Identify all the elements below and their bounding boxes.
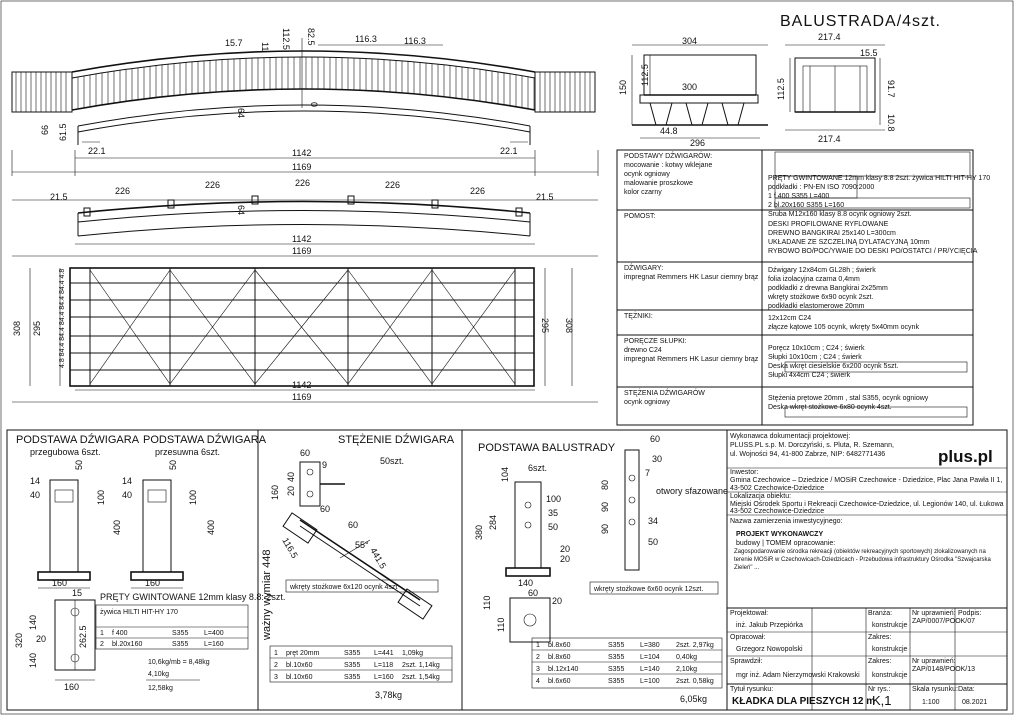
- d3-dim-60: 60: [650, 434, 661, 444]
- spec-content: RYBOWO BO/POC/YWAIE DO DESKI PO/OSTATCI / PR/YCIĘCIA: [768, 248, 978, 255]
- spec-content: DREWNO BANGKIRAI 25x140 L=300cm: [768, 230, 896, 237]
- table-cell: 2: [274, 662, 278, 669]
- detail2-sub: 50szt.: [380, 456, 405, 466]
- d1-dim-100-b: 100: [188, 489, 198, 505]
- tb-drawing-no: K,1: [872, 693, 892, 708]
- d2-dim-441-5: 441.5: [368, 546, 389, 571]
- dim-116-3-b: 116.3: [404, 36, 426, 46]
- spec-content: Słupki 4x4cm C24 ; świerk: [768, 372, 851, 379]
- dim-217-4-a: 217.4: [818, 32, 841, 42]
- table-cell: 1: [100, 630, 104, 637]
- dim-22-1-b: 22.1: [500, 146, 518, 156]
- spec-content: 2 bl.20x160 S355 L=160: [768, 202, 845, 209]
- spec-content: Poręcz 10x10cm ; C24 ; świerk: [768, 345, 865, 352]
- dim-226-b: 226: [205, 180, 221, 190]
- d1-plate-160: 160: [64, 682, 80, 692]
- spec-content: 1 f 400 S355 L=400: [768, 193, 830, 200]
- tb-sheet-title: KŁADKA DLA PIESZYCH 12 m: [732, 696, 876, 707]
- dim-226-c: 226: [295, 178, 311, 188]
- d2-total: 3,78kg: [375, 690, 403, 700]
- d3-dim-60-b: 60: [528, 588, 539, 598]
- dim-1169: 1169: [292, 162, 312, 172]
- tb-upr-3: ZAP/0148/POOK/13: [912, 666, 976, 673]
- d2-dim-60-b: 60: [320, 504, 331, 514]
- d1-plate-320: 320: [14, 632, 24, 648]
- dim-217-4-b: 217.4: [818, 134, 841, 144]
- cross-section-a: [632, 45, 768, 138]
- d3-dim-110-b: 110: [496, 617, 506, 632]
- dim-300: 300: [682, 82, 698, 92]
- detail1-sub-a: przegubowa 6szt.: [30, 447, 101, 457]
- tb-project-desc: Zagospodarowanie ośrodka rekreacji (obiektów rekreacyjnych sportowych) zlokalizowanych na terenie MOSiR w Czechowicach-Dziedzicach - Przebudowa infrastruktury Ośrodka "Szwajcarska Zieleń" ...: [734, 549, 991, 571]
- dim-64-b: 64: [236, 205, 246, 216]
- spec-content: wkręty stożkowe 6x90 ocynk 2szt.: [768, 294, 874, 301]
- tb-date: 08.2021: [962, 699, 988, 706]
- dim-150: 150: [618, 79, 628, 95]
- dim-15-5: 15.5: [860, 48, 878, 58]
- tb-firm: PLUSS.PL s.p. M. Dorczyński, s. Pluta, R. Szemann,: [730, 442, 894, 449]
- table-cell: S355: [608, 666, 625, 673]
- spec-content: DESKI PROFILOWANE RYFLOWANE: [768, 221, 889, 228]
- spec-content: Dźwigary 12x84cm GL28h ; świerk: [768, 267, 876, 274]
- table-cell: L=118: [374, 662, 394, 669]
- dim-44-8: 44.8: [660, 126, 678, 136]
- spec-content: Stężenia prętowe 20mm , stal S355, ocynk ogniowy: [768, 395, 929, 402]
- spec-content: 12x12cm C24: [768, 315, 812, 322]
- table-cell: 2szt. 1,14kg: [402, 662, 440, 669]
- tb-name-designer: inż. Jakub Przepiórka: [736, 622, 803, 629]
- table-cell: 2,10kg: [676, 666, 698, 673]
- dim-116-3-a: 116.3: [355, 34, 377, 44]
- dim-91-7: 91.7: [886, 80, 896, 98]
- spec-label: POMOST:: [624, 213, 656, 220]
- tb-spec-1: konstrukcje: [872, 622, 908, 629]
- tb-project-type: PROJEKT WYKONAWCZY: [736, 531, 824, 538]
- table-cell: bl.12x140: [548, 666, 579, 673]
- spec-label: malowanie proszkowe: [624, 180, 693, 187]
- dim-112-5: 112.5: [281, 28, 291, 50]
- table-cell: 0,40kg: [676, 654, 698, 661]
- tb-spec-2: konstrukcje: [872, 646, 908, 653]
- spec-content: Deska wkręt ciesielskie 6x200 ocynk 5szt.: [768, 363, 899, 370]
- d1-plate-262: 262.5: [78, 625, 88, 648]
- tb-name-check: Grzegorz Nowopolski: [736, 646, 803, 653]
- d1-dim-160: 160: [52, 578, 68, 588]
- table-cell: S355: [344, 662, 361, 669]
- spec-content: folia izolacyjna czarna 0,4mm: [768, 276, 860, 283]
- d1-dim-14: 14: [30, 476, 41, 486]
- arch-balusters: [78, 57, 534, 110]
- dim-295-b: 295: [540, 318, 550, 334]
- table-cell: S355: [344, 674, 361, 681]
- d3-dim-30: 30: [652, 454, 663, 464]
- tb-upr-1: ZAP/0007/POOK/07: [912, 618, 976, 625]
- spec-label: ocynk ogniowy: [624, 171, 670, 178]
- table-cell: L=380: [640, 642, 660, 649]
- firm-logo: plus.pl: [938, 447, 993, 466]
- table-cell: S355: [172, 641, 189, 648]
- tb-branza-3: Zakres:: [868, 658, 892, 665]
- dim-308-b: 308: [564, 318, 574, 334]
- tb-firm-addr: ul. Wojności 94, 41-800 Zabrze, NIP: 6482771436: [730, 451, 886, 458]
- dim-61-5: 61.5: [58, 123, 68, 141]
- d3-dim-20-b: 20: [560, 554, 571, 564]
- d3-screw-note: wkręty stożkowe 6x60 ocynk 12szt.: [594, 586, 704, 593]
- table-cell: S355: [608, 678, 625, 685]
- d3-total: 6,05kg: [680, 694, 708, 704]
- table-cell: 4: [536, 678, 540, 685]
- table-cell: S355: [608, 642, 625, 649]
- spec-content: Słupki 10x10cm ; C24 ; świerk: [768, 354, 862, 361]
- table-cell: 2: [100, 641, 104, 648]
- tb-sheet-label: Tytuł rysunku:: [730, 686, 774, 693]
- tb-project-sub: budowy | TOMEM opracowanie:: [736, 540, 836, 547]
- dim-308-a: 308: [12, 320, 22, 336]
- table-cell: 3: [274, 674, 278, 681]
- d3-dim-7: 7: [645, 468, 651, 478]
- d2-dim-60-c: 60: [348, 520, 359, 530]
- tb-sign-label: Podpis:: [958, 610, 982, 617]
- table-cell: L=441: [374, 650, 394, 657]
- d1-plate-140-b: 140: [28, 652, 38, 668]
- detail1-sub-b: przesuwna 6szt.: [155, 447, 221, 457]
- table-cell: bl.8x60: [548, 642, 571, 649]
- table-cell: L=400: [204, 630, 224, 637]
- dim-112-5-c: 112.5: [776, 78, 786, 100]
- table-cell: 1,09kg: [402, 650, 424, 657]
- tb-location-addr: 43-502 Czechowice-Dziedzice: [730, 508, 825, 515]
- table-cell: bl.6x60: [548, 678, 571, 685]
- table-cell: L=100: [640, 678, 660, 685]
- d1-dim-400: 400: [112, 519, 122, 535]
- detail3-sub: 6szt.: [528, 463, 548, 473]
- detail1-title-b: PODSTAWA DŹWIGARA: [143, 434, 267, 446]
- d2-dim-20: 20: [286, 485, 296, 496]
- spec-label: STĘŻENIA DŹWIGARÓW: [624, 390, 705, 397]
- table-cell: 2szt. 2,97kg: [676, 642, 714, 649]
- d1-mass-total: 12,58kg: [148, 685, 173, 692]
- spec-content: Śruba M12x160 klasy 8.8 ocynk ogniowy 2szt.: [768, 211, 912, 218]
- table-cell: 3: [536, 666, 540, 673]
- tb-location-label: Lokalizacja obiektu:: [730, 493, 792, 500]
- d3-dim-104: 104: [500, 466, 510, 482]
- drawing-title: BALUSTRADA/4szt.: [780, 13, 941, 30]
- tb-branza-1: Branża:: [868, 610, 893, 617]
- d1-dim-50-b: 50: [168, 459, 178, 470]
- d1-table-sub: żywica HILTI HIT-HY 170: [100, 609, 178, 616]
- dim-15-7: 15.7: [225, 38, 243, 48]
- spec-label: DŹWIGARY:: [624, 265, 664, 272]
- dim-1169-b: 1169: [292, 246, 312, 256]
- dim-66: 66: [40, 124, 50, 135]
- d1-dim-14-b: 14: [122, 476, 133, 486]
- d3-dim-100: 100: [546, 494, 562, 504]
- table-cell: pręt 20mm: [286, 650, 320, 657]
- tb-scale: 1:100: [922, 699, 940, 706]
- dim-82-5: 82.5: [306, 28, 316, 46]
- dim-304: 304: [682, 36, 698, 46]
- dim-0: 0: [309, 102, 319, 108]
- d1-mass-1: 10,6kg/mb = 8,48kg: [148, 659, 210, 666]
- dim-1142-b: 1142: [292, 234, 312, 244]
- tb-upr-label: Nr uprawnień:: [912, 610, 956, 617]
- dim-1169-c: 1169: [292, 392, 312, 402]
- dim-21-5-b: 21.5: [536, 192, 554, 202]
- tb-drawing-label: Nr rys.:: [868, 686, 891, 693]
- table-cell: 1: [536, 642, 540, 649]
- d3-dim-140: 140: [518, 578, 534, 588]
- spec-label: impregnat Remmers HK Lasur ciemny brąz: [624, 356, 759, 363]
- d2-dim-9: 9: [322, 460, 328, 470]
- spec-label: PODSTAWY DŹWIGARÓW:: [624, 153, 713, 160]
- table-cell: L=140: [640, 666, 660, 673]
- dim-226-e: 226: [470, 186, 486, 196]
- dim-226-a: 226: [115, 186, 131, 196]
- dim-226-d: 226: [385, 180, 401, 190]
- tb-branza-2: Zakres:: [868, 634, 892, 641]
- d3-dim-20-c: 20: [552, 596, 563, 606]
- table-cell: S355: [172, 630, 189, 637]
- spec-content: złącze kątowe 105 ocynk, wkręty 5x40mm ocynk: [768, 324, 919, 331]
- detail3-title: PODSTAWA BALUSTRADY: [478, 442, 616, 454]
- table-cell: 2: [536, 654, 540, 661]
- dim-10-8: 10.8: [886, 114, 896, 132]
- tb-upr-label-2: Nr uprawnień:: [912, 658, 956, 665]
- d1-dim-100: 100: [96, 489, 106, 505]
- table-cell: 1: [274, 650, 278, 657]
- d1-dim-40: 40: [30, 490, 41, 500]
- d1-plate-20: 20: [36, 634, 47, 644]
- spec-content: Deska wkręt stożkowe 6x80 ocynk 4szt.: [768, 404, 892, 411]
- dim-296: 296: [690, 138, 706, 148]
- table-cell: bl.20x160: [112, 641, 143, 648]
- table-cell: S355: [344, 650, 361, 657]
- spec-label: impregnat Remmers HK Lasur ciemny brąz: [624, 274, 759, 281]
- tb-date-label: Data:: [958, 686, 975, 693]
- d2-dim-60: 60: [300, 448, 311, 458]
- spec-label: kolor czarny: [624, 189, 662, 196]
- table-cell: f 400: [112, 630, 128, 637]
- tb-spec-3: konstrukcje: [872, 672, 908, 679]
- spec-label: ocynk ogniowy: [624, 399, 670, 406]
- d1-dim-40-b: 40: [122, 490, 133, 500]
- d3-dim-35: 35: [548, 508, 559, 518]
- table-cell: L=160: [374, 674, 394, 681]
- dim-1142: 1142: [292, 148, 312, 158]
- d3-dim-20-a: 20: [560, 544, 571, 554]
- table-cell: bl.10x60: [286, 674, 313, 681]
- tb-investor-addr: 43-502 Czechowice-Dziedzice: [730, 485, 825, 492]
- d1-table-title: PRĘTY GWINTOWANE 12mm klasy 8.8: 2szt.: [100, 592, 286, 602]
- d1-mass-2: 4,10kg: [148, 671, 170, 678]
- dim-1142-c: 1142: [292, 380, 312, 390]
- d3-dim-50-b: 50: [648, 537, 659, 547]
- table-cell: L=160: [204, 641, 224, 648]
- d1-dim-50: 50: [74, 459, 84, 470]
- table-cell: L=104: [640, 654, 660, 661]
- dim-112-5-b: 112.5: [640, 64, 650, 86]
- spec-label: TĘŻNIKI:: [624, 313, 653, 320]
- dim-11: 11: [260, 42, 270, 52]
- d3-dim-90-a: 90: [600, 501, 610, 512]
- tb-name-verify: mgr inż. Adam Nierzymowski Krakowski: [736, 672, 860, 679]
- tb-role-designer: Projektował:: [730, 610, 769, 617]
- table-cell: S355: [608, 654, 625, 661]
- spec-content: UKŁADANE ZE SZCZELINĄ DYLATACYJNĄ 10mm: [768, 239, 930, 246]
- d2-dim-160: 160: [270, 484, 280, 500]
- dim-22-1-a: 22.1: [88, 146, 106, 156]
- dim-64: 64: [236, 108, 246, 119]
- dim-295-a: 295: [32, 320, 42, 336]
- tb-location: Miejski Ośrodek Sportu i Rekreacji Czechowice-Dziedzice, ul. Legionów 140, ul. Łukowa: [730, 501, 1004, 508]
- d3-dim-284: 284: [488, 514, 498, 530]
- d1-dim-400-b: 400: [206, 519, 216, 535]
- table-cell: 2szt. 1,54kg: [402, 674, 440, 681]
- d2-dim-116-5: 116.5: [280, 536, 300, 560]
- tb-scale-label: Skala rysunku:: [912, 686, 958, 693]
- d3-dim-34: 34: [648, 516, 659, 526]
- tb-investor: Gmina Czechowice – Dziedzice / MOSiR Czechowice - Dziedzice, Plac Jana Pawła II 1,: [730, 477, 1003, 484]
- d2-dim-55: 55°: [355, 540, 369, 550]
- tb-role-verify: Sprawdził:: [730, 658, 763, 665]
- tb-task-label: Nazwa zamierzenia inwestycyjnego:: [730, 518, 843, 525]
- table-cell: bl.8x60: [548, 654, 571, 661]
- spec-label: PORĘCZE SŁUPKI:: [624, 338, 687, 345]
- d2-important-dim: ważny wymiar 448: [261, 549, 273, 640]
- tb-firm-label: Wykonawca dokumentacji projektowej:: [730, 433, 851, 440]
- detail1-title-a: PODSTAWA DŹWIGARA: [16, 434, 140, 446]
- spec-label: drewno C24: [624, 347, 662, 354]
- spec-content: podkładki : PN-EN ISO 7090:2000: [768, 184, 875, 191]
- detail-girder-base: [38, 480, 248, 680]
- d3-dim-50: 50: [548, 522, 559, 532]
- table-cell: bl.10x60: [286, 662, 313, 669]
- tb-role-check: Opracował:: [730, 634, 766, 641]
- spec-content: podkładki elastomerowe 20mm: [768, 303, 865, 310]
- d1-dim-160-b: 160: [145, 578, 161, 588]
- d3-dim-110-a: 110: [482, 595, 492, 610]
- spec-content: PRĘTY GWINTOWANE 12mm klasy 8.8 2szt. żywica HILTI HIT-HY 170: [768, 175, 991, 182]
- d2-dim-40: 40: [286, 471, 296, 482]
- dim-21-5-a: 21.5: [50, 192, 68, 202]
- detail2-title: STĘŻENIE DŹWIGARA: [338, 434, 455, 446]
- dim-spacing: 4.8 84.4 84.4 84.4 84.4 84.4 4.8: [59, 268, 66, 368]
- d1-dim-15: 15: [72, 588, 83, 598]
- d2-note: wkręty stożkowe 6x120 ocynk 4szt: [290, 584, 398, 591]
- table-cell: 2szt. 0,58kg: [676, 678, 714, 685]
- d3-dim-80: 80: [600, 479, 610, 490]
- detail-brace: [270, 462, 452, 682]
- d3-note-hole: otwory sfazowane: [656, 486, 729, 496]
- tb-investor-label: Inwestor:: [730, 469, 759, 476]
- d3-dim-90-b: 90: [600, 523, 610, 534]
- d3-dim-380: 380: [474, 524, 484, 540]
- spec-content: podkładki z drewna Bangkirai 2x25mm: [768, 285, 888, 292]
- d1-plate-140: 140: [28, 614, 38, 630]
- spec-label: mocowanie : kotwy wklejane: [624, 162, 713, 169]
